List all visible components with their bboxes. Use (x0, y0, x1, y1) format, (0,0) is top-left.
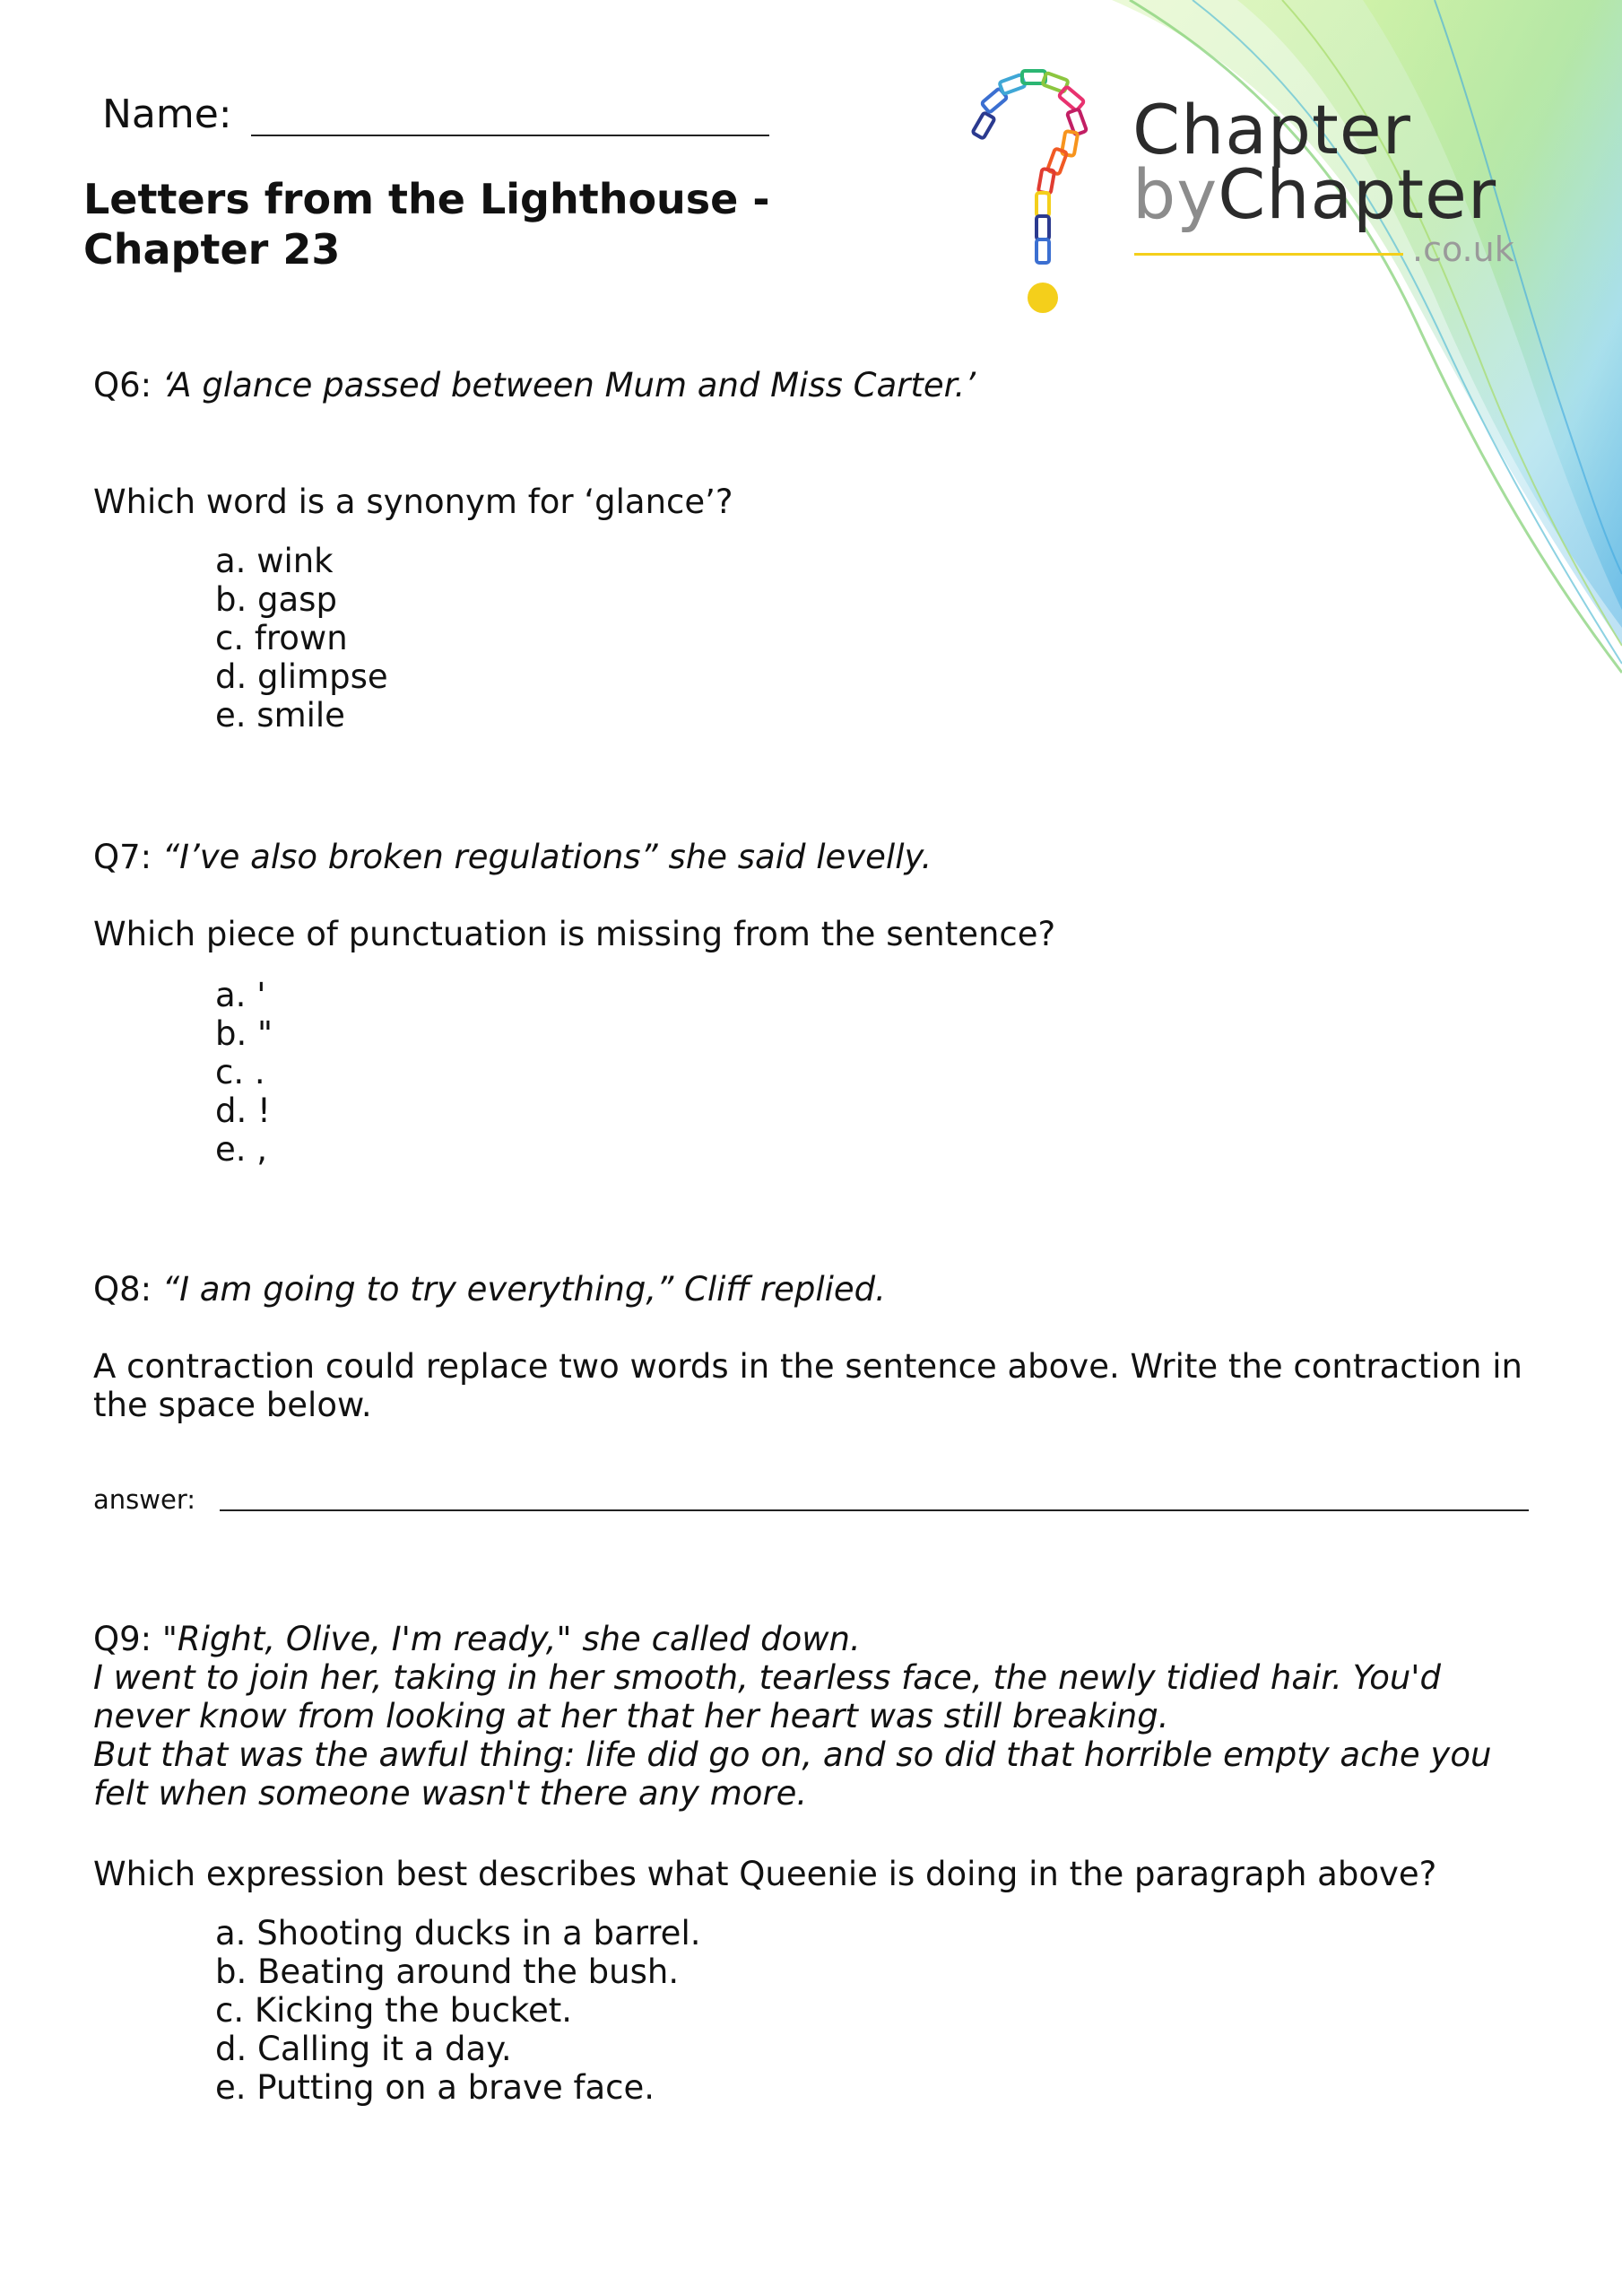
book-icon (1037, 193, 1049, 216)
book-arch-icon (964, 54, 1125, 314)
option-e[interactable]: e. smile (215, 696, 345, 735)
question-9 (93, 1620, 1546, 1813)
question-quote: ‘A glance passed between Mum and Miss Carter.’ (161, 366, 976, 404)
option-c[interactable]: c. . (215, 1053, 265, 1091)
book-icon (1059, 86, 1085, 110)
book-icon (972, 112, 994, 139)
option-a[interactable]: a. ' (215, 976, 266, 1014)
answer-options (215, 976, 273, 1169)
question-6 (93, 366, 1546, 404)
question-7 (93, 838, 1546, 876)
name-label: Name: (102, 91, 232, 137)
option-e[interactable]: e. , (215, 1130, 268, 1169)
question-prompt: A contraction could replace two words in the sentence above. Write the contraction in the space below. (93, 1347, 1522, 1424)
question-number: Q7: (93, 838, 152, 876)
question-quote: “I’ve also broken regulations” she said levelly. (161, 838, 932, 876)
option-d[interactable]: d. ! (215, 1091, 271, 1130)
option-b[interactable]: b. Beating around the bush. (215, 1952, 680, 1991)
answer-field-line[interactable] (220, 1509, 1529, 1511)
passage-paragraph: But that was the awful thing: life did go on, and so did that horrible empty ache you felt when someone wasn't there any more. (93, 1735, 1492, 1813)
question-8 (93, 1270, 1546, 1309)
logo-underline (1134, 253, 1403, 256)
worksheet-title: Letters from the Lighthouse - Chapter 23 (83, 175, 770, 274)
question-quote: "Right, Olive, I'm ready," she called down. (161, 1620, 861, 1658)
option-c[interactable]: c. Kicking the bucket. (215, 1991, 573, 2030)
question-quote: “I am going to try everything,” Cliff replied. (161, 1270, 886, 1309)
question-prompt: Which expression best describes what Queenie is doing in the paragraph above? (93, 1855, 1437, 1893)
name-field-line[interactable] (251, 135, 769, 136)
option-a[interactable]: a. Shooting ducks in a barrel. (215, 1914, 701, 1952)
option-e[interactable]: e. Putting on a brave face. (215, 2068, 655, 2107)
question-prompt: Which piece of punctuation is missing from the sentence? (93, 915, 1056, 953)
answer-label: answer: (93, 1484, 196, 1515)
question-number: Q6: (93, 366, 152, 404)
passage-paragraph: I went to join her, taking in her smooth, tearless face, the newly tidied hair. You'd never know from looking at her that her heart was still breaking. (93, 1658, 1441, 1735)
option-d[interactable]: d. Calling it a day. (215, 2030, 512, 2068)
question-number: Q9: (93, 1620, 152, 1658)
logo-text-chapter: Chapter (1132, 90, 1411, 170)
question-prompt: Which word is a synonym for ‘glance’? (93, 483, 733, 521)
logo-domain-suffix: .co.uk (1412, 230, 1514, 269)
book-icon (1037, 216, 1049, 239)
option-d[interactable]: d. glimpse (215, 657, 388, 696)
question-number: Q8: (93, 1270, 152, 1309)
option-a[interactable]: a. wink (215, 542, 334, 580)
option-b[interactable]: b. " (215, 1014, 273, 1053)
book-icon (1037, 239, 1049, 263)
logo-text-bychapter: byChapter (1132, 154, 1497, 234)
option-b[interactable]: b. gasp (215, 580, 337, 619)
answer-options (215, 1914, 701, 2107)
option-c[interactable]: c. frown (215, 619, 348, 657)
chapter-by-chapter-logo (964, 54, 1538, 323)
answer-options (215, 542, 388, 735)
